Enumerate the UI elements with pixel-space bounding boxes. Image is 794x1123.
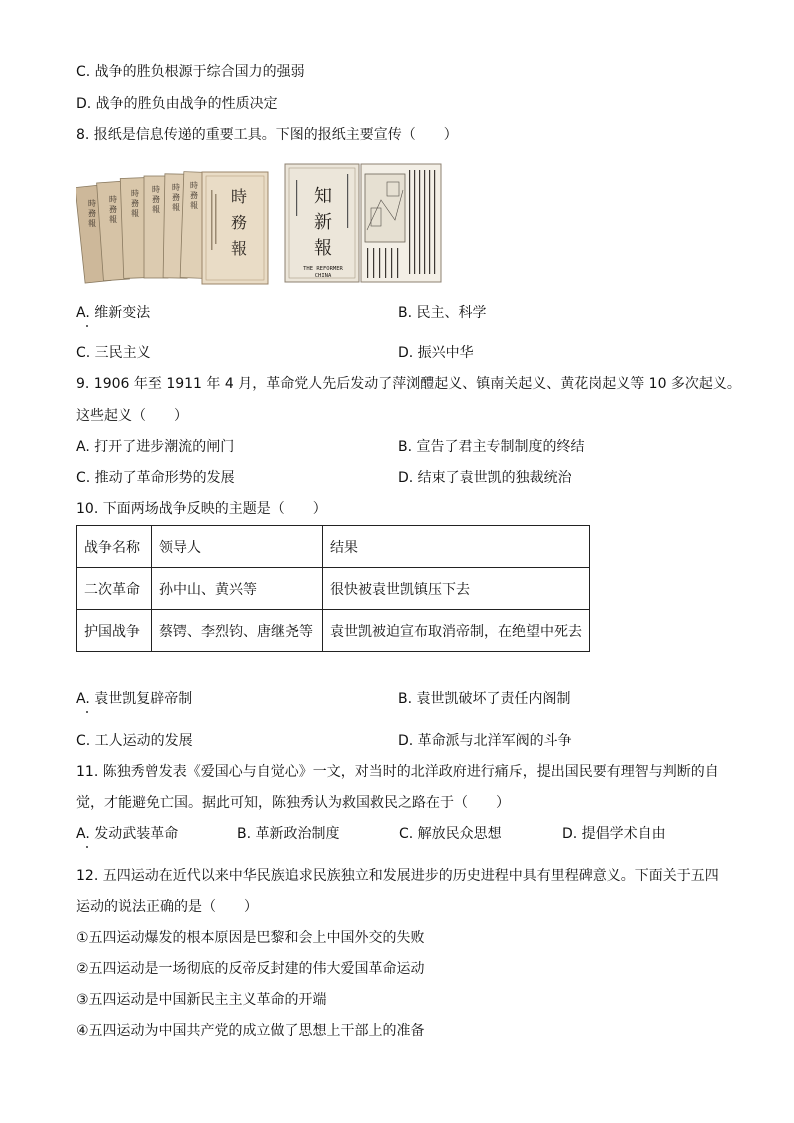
table-header-row (77, 526, 590, 568)
q12-stem-line2: 运动的说法正确的是（ ） (76, 899, 258, 915)
newspaper2-char-2: 新 (314, 212, 332, 233)
newspaper1-char-3: 報 (230, 239, 248, 258)
newspaper2-english-line2: CHINA (314, 273, 332, 279)
svg-text:時: 時 (152, 185, 160, 194)
svg-text:報: 報 (109, 215, 117, 224)
table-cell: 二次革命 (77, 568, 152, 610)
svg-text:時: 時 (190, 181, 198, 190)
newspaper-image-shiwubao (76, 160, 272, 288)
war-comparison-table (76, 525, 590, 652)
table-cell: 孙中山、黄兴等 (152, 568, 323, 610)
q9-stem-line1: 9. 1906 年至 1911 年 4 月，革命党人先后发动了萍浏醴起义、镇南关起义、黄花岗起义等 10 多次起义。 (76, 376, 741, 392)
svg-text:務: 務 (172, 193, 180, 202)
table-header-cell: 结果 (323, 526, 590, 568)
mark-dot (86, 325, 88, 327)
mark-dot (86, 711, 88, 713)
table-row (77, 568, 590, 610)
q10-stem: 10. 下面两场战争反映的主题是（ ） (76, 501, 327, 517)
q11-stem-line1: 11. 陈独秀曾发表《爱国心与自觉心》一文，对当时的北洋政府进行痛斥，提出国民要有理智与判断的自 (76, 764, 719, 780)
q11-stem-line2: 觉，才能避免亡国。据此可知，陈独秀认为救国救民之路在于（ ） (76, 795, 510, 811)
svg-text:務: 務 (88, 209, 96, 218)
q8-option-c: C. 三民主义 (76, 345, 151, 361)
table-cell: 蔡锷、李烈钧、唐继尧等 (152, 610, 323, 652)
q8-option-b: B. 民主、科学 (398, 305, 487, 321)
table-row (77, 610, 590, 652)
q10-option-d: D. 革命派与北洋军阀的斗争 (398, 733, 572, 749)
svg-text:務: 務 (109, 205, 117, 214)
newspaper-image-zhixinbao (283, 160, 445, 288)
q8-stem: 8. 报纸是信息传递的重要工具。下图的报纸主要宣传（ ） (76, 127, 458, 143)
newspaper2-char-3: 報 (314, 238, 332, 259)
q11-option-c: C. 解放民众思想 (399, 826, 502, 842)
newspaper1-char-1: 時 (230, 187, 248, 206)
mark-dot (86, 846, 88, 848)
svg-text:報: 報 (131, 209, 139, 218)
q8-option-d: D. 振兴中华 (398, 345, 474, 361)
newspaper2-english-line1: THE REFORMER (303, 266, 343, 272)
q9-option-a: A. 打开了进步潮流的闸门 (76, 439, 235, 455)
q10-option-b: B. 袁世凯破坏了责任内阁制 (398, 691, 571, 707)
svg-text:務: 務 (152, 195, 160, 204)
table-cell: 护国战争 (77, 610, 152, 652)
q11-option-a: A. 发动武装革命 (76, 826, 179, 842)
q10-option-c: C. 工人运动的发展 (76, 733, 193, 749)
q9-option-d: D. 结束了袁世凯的独裁统治 (398, 470, 572, 486)
svg-text:務: 務 (131, 199, 139, 208)
q8-option-a: A. 维新变法 (76, 305, 151, 321)
table-cell: 袁世凯被迫宣布取消帝制，在绝望中死去 (323, 610, 590, 652)
svg-text:報: 報 (152, 205, 160, 214)
q10-option-a: A. 袁世凯复辟帝制 (76, 691, 193, 707)
newspaper1-char-2: 務 (230, 213, 248, 232)
newspaper2-char-1: 知 (314, 186, 332, 207)
q11-option-d: D. 提倡学术自由 (562, 826, 666, 842)
q12-statement-2: ②五四运动是一场彻底的反帝反封建的伟大爱国革命运动 (76, 961, 425, 977)
q12-statement-4: ④五四运动为中国共产党的成立做了思想上干部上的准备 (76, 1023, 425, 1039)
svg-text:報: 報 (88, 219, 96, 228)
svg-text:報: 報 (190, 201, 198, 210)
svg-text:時: 時 (131, 189, 139, 198)
svg-text:時: 時 (109, 195, 117, 204)
q12-statement-3: ③五四运动是中国新民主主义革命的开端 (76, 992, 327, 1008)
q9-option-c: C. 推动了革命形势的发展 (76, 470, 235, 486)
q12-stem-line1: 12. 五四运动在近代以来中华民族追求民族独立和发展进步的历史进程中具有里程碑意义。下面关于五四 (76, 868, 719, 884)
q9-option-b: B. 宣告了君主专制制度的终结 (398, 439, 585, 455)
svg-text:時: 時 (88, 199, 96, 208)
q7-option-d: D. 战争的胜负由战争的性质决定 (76, 96, 278, 112)
table-cell: 很快被袁世凯镇压下去 (323, 568, 590, 610)
svg-text:報: 報 (172, 203, 180, 212)
q9-stem-line2: 这些起义（ ） (76, 408, 188, 424)
svg-text:務: 務 (190, 191, 198, 200)
table-header-cell: 领导人 (152, 526, 323, 568)
q7-option-c: C. 战争的胜负根源于综合国力的强弱 (76, 64, 305, 80)
table-header-cell: 战争名称 (77, 526, 152, 568)
q11-option-b: B. 革新政治制度 (237, 826, 340, 842)
svg-text:時: 時 (172, 183, 180, 192)
q12-statement-1: ①五四运动爆发的根本原因是巴黎和会上中国外交的失败 (76, 930, 425, 946)
